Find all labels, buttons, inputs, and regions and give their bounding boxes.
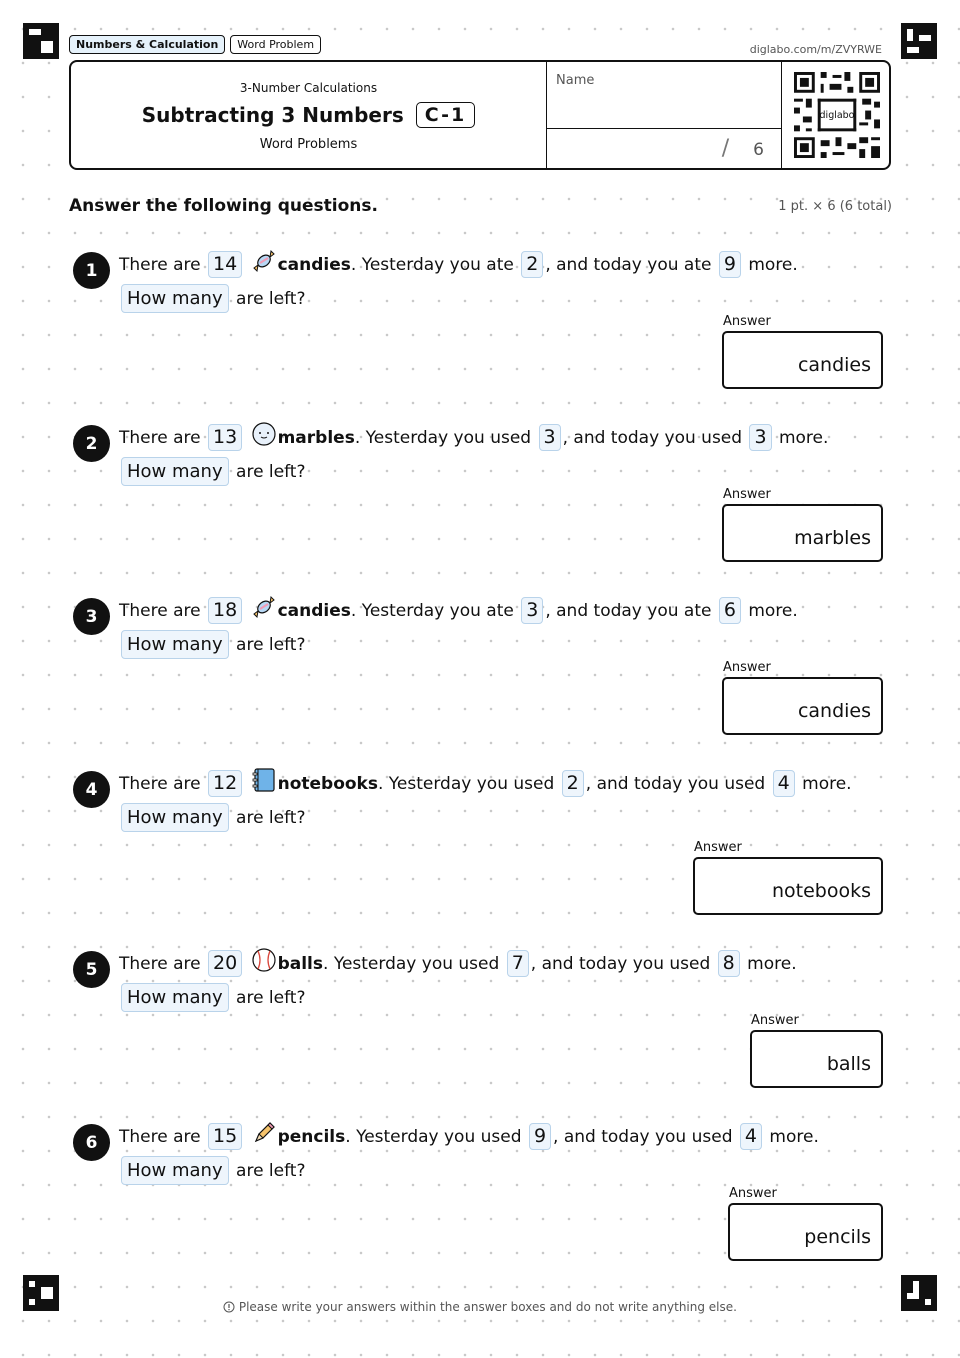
answer-label: Answer: [729, 1186, 777, 1201]
second-number: 8: [718, 950, 740, 977]
footer-note: [0, 1300, 960, 1314]
qr-code-section: [781, 62, 890, 168]
question-number: 3: [73, 598, 110, 635]
second-number: 9: [719, 251, 741, 278]
worksheet-code: C-1: [416, 102, 476, 128]
question-number: 4: [73, 771, 110, 808]
first-number: 2: [562, 770, 584, 797]
candy-icon: [251, 248, 277, 274]
how-many-highlight: How many: [121, 630, 229, 659]
total-number: 13: [208, 424, 242, 451]
first-number: 3: [521, 597, 543, 624]
qr-code-icon: [793, 72, 881, 158]
pencil-icon: [251, 1120, 277, 1146]
how-many-highlight: How many: [121, 983, 229, 1012]
answer-label: Answer: [723, 487, 771, 502]
tag-list: [69, 35, 321, 54]
answer-box[interactable]: [722, 677, 883, 735]
object-word: pencils: [277, 1127, 346, 1147]
total-number: 15: [208, 1123, 242, 1150]
worksheet-header: [69, 60, 891, 170]
worksheet-category: Word Problems: [259, 137, 358, 152]
score-field: [722, 136, 764, 161]
answer-box[interactable]: [728, 1203, 883, 1261]
total-number: 18: [208, 597, 242, 624]
answer-unit: candies: [797, 354, 871, 376]
name-section: [546, 62, 782, 168]
footer-text: Please write your answers within the answer boxes and do not write anything else.: [238, 1300, 737, 1314]
corner-marker-top-right: [901, 23, 937, 59]
total-number: 14: [208, 251, 242, 278]
score-slash-icon: /: [721, 136, 730, 161]
corner-marker-top-left: [23, 23, 59, 59]
object-word: notebooks: [277, 774, 378, 794]
first-number: 7: [507, 950, 529, 977]
worksheet-subtitle: 3-Number Calculations: [239, 81, 378, 95]
second-number: 4: [740, 1123, 762, 1150]
object-word: balls: [277, 954, 324, 974]
qr-label: diglabo: [819, 109, 855, 121]
worksheet-title: Subtracting 3 Numbers: [141, 103, 404, 127]
question-number: 6: [73, 1124, 110, 1161]
info-icon: [223, 1301, 235, 1313]
question-number: 5: [73, 951, 110, 988]
first-number: 2: [521, 251, 543, 278]
object-word: marbles: [277, 428, 355, 448]
how-many-highlight: How many: [121, 284, 229, 313]
answer-unit: balls: [826, 1053, 871, 1075]
second-number: 3: [749, 424, 771, 451]
name-label: Name: [556, 73, 595, 88]
title-row: [71, 102, 546, 128]
first-number: 3: [539, 424, 561, 451]
second-number: 4: [773, 770, 795, 797]
question-text: There are 13 marbles. Yesterday you used 3 , and today you used 3 more. How many are left?: [119, 421, 888, 489]
question-text: There are 15 pencils. Yesterday you used 9 , and today you used 4 more. How many are left?: [119, 1120, 888, 1188]
question-text: There are 14 candies. Yesterday you ate 2 , and today you ate 9 more. How many are left?: [119, 248, 876, 316]
tag-numbers-calculation: Numbers & Calculation: [69, 35, 225, 54]
second-number: 6: [719, 597, 741, 624]
total-number: 12: [208, 770, 242, 797]
answer-label: Answer: [723, 314, 771, 329]
first-number: 9: [529, 1123, 551, 1150]
how-many-highlight: How many: [121, 803, 229, 832]
baseball-icon: [251, 947, 277, 973]
marble-icon: [251, 421, 277, 447]
candy-icon: [251, 594, 277, 620]
answer-label: Answer: [723, 660, 771, 675]
question-number: 2: [73, 425, 110, 462]
question-text: There are 20 balls. Yesterday you used 7 , and today you used 8 more. How many are left?: [119, 947, 876, 1015]
question-text: There are 12 notebooks. Yesterday you used 2 , and today you used 4 more. How many are left?: [119, 767, 888, 835]
answer-unit: pencils: [804, 1226, 871, 1248]
how-many-highlight: How many: [121, 457, 229, 486]
answer-box[interactable]: [722, 504, 883, 562]
answer-box[interactable]: [750, 1030, 883, 1088]
title-block: [71, 62, 546, 168]
question-text: There are 18 candies. Yesterday you ate 3 , and today you ate 6 more. How many are left?: [119, 594, 876, 662]
instruction-text: Answer the following questions.: [69, 196, 378, 216]
answer-label: Answer: [751, 1013, 799, 1028]
tag-word-problem: Word Problem: [230, 35, 321, 54]
answer-unit: marbles: [794, 527, 871, 549]
answer-box[interactable]: [722, 331, 883, 389]
points-text: 1 pt. × 6 (6 total): [778, 199, 892, 214]
how-many-highlight: How many: [121, 1156, 229, 1185]
score-total: 6: [753, 140, 764, 160]
answer-label: Answer: [694, 840, 742, 855]
object-word: candies: [277, 255, 351, 275]
answer-unit: notebooks: [771, 880, 871, 902]
notebook-icon: [251, 767, 277, 793]
total-number: 20: [208, 950, 242, 977]
question-number: 1: [73, 252, 110, 289]
answer-unit: candies: [797, 700, 871, 722]
name-divider: [547, 128, 782, 129]
worksheet-url: diglabo.com/m/ZVYRWE: [749, 43, 882, 56]
object-word: candies: [277, 601, 351, 621]
answer-box[interactable]: [693, 857, 883, 915]
